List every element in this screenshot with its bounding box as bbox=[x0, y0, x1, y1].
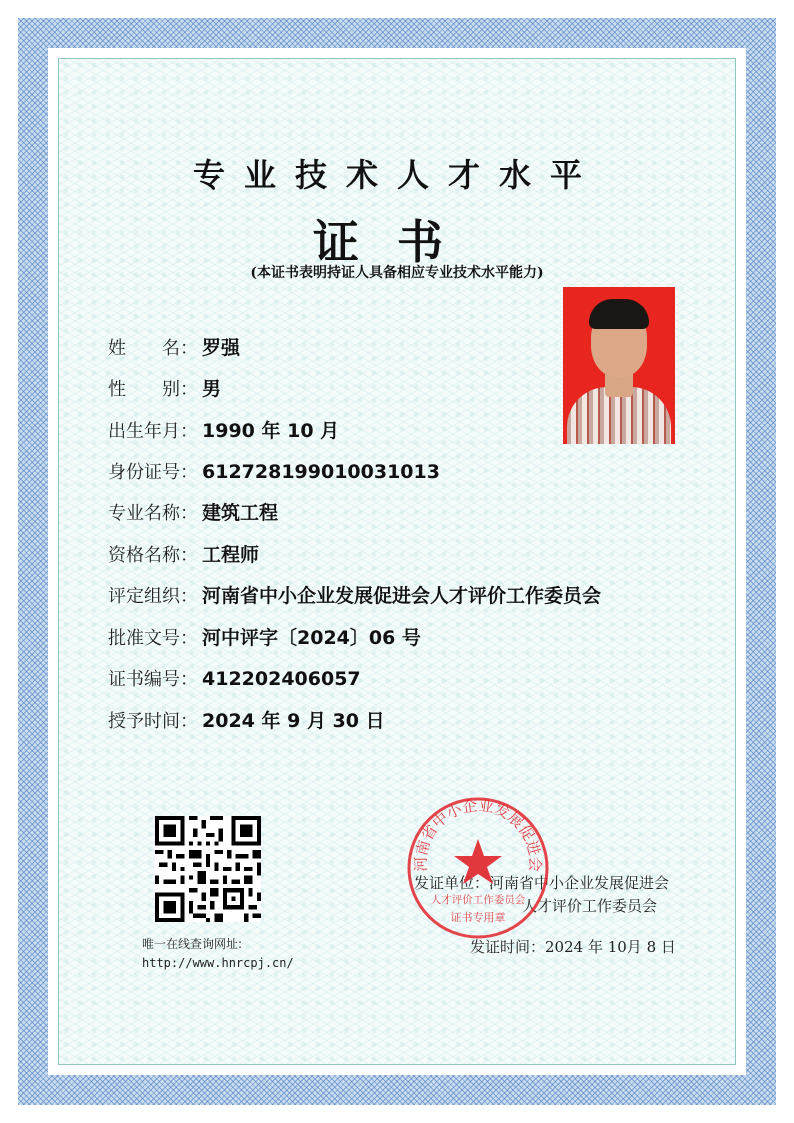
field-label: 性 别： bbox=[108, 379, 198, 400]
field-value: 612728199010031013 bbox=[202, 461, 440, 483]
field-value: 河中评字〔2024〕06 号 bbox=[202, 627, 421, 649]
field-label: 授予时间： bbox=[108, 711, 198, 732]
field-label: 批准文号： bbox=[108, 628, 198, 649]
field-label: 评定组织： bbox=[108, 586, 198, 607]
seal-ring-text: 河南省中小企业发展促进会 bbox=[411, 796, 545, 872]
field-label: 姓 名： bbox=[108, 338, 198, 359]
issuer-line2: 人才评价工作委员会 bbox=[522, 897, 658, 915]
field-id-number bbox=[108, 457, 440, 487]
holder-photo bbox=[563, 287, 675, 444]
certificate-title-line2: 证书 bbox=[313, 215, 481, 269]
field-qualification bbox=[108, 540, 259, 570]
issue-date: 发证时间：2024 年 10月 8 日 bbox=[470, 938, 676, 956]
field-value: 工程师 bbox=[202, 544, 260, 566]
field-value: 1990 年 10 月 bbox=[202, 420, 340, 442]
certificate-title-line1: 专业技术人才水平 bbox=[192, 156, 601, 194]
field-certificate-number bbox=[108, 664, 361, 694]
field-label: 出生年月： bbox=[108, 421, 198, 442]
field-value: 罗强 bbox=[202, 337, 241, 359]
issuer-line1: 发证单位：河南省中小企业发展促进会 bbox=[414, 874, 670, 892]
seal-inner-line2: 证书专用章 bbox=[450, 911, 506, 924]
field-birth bbox=[108, 416, 339, 446]
official-seal bbox=[405, 795, 551, 941]
verify-url-link[interactable]: http://www.hnrcpj.cn/ bbox=[142, 956, 294, 970]
photo-hair bbox=[589, 299, 649, 329]
field-grant-date bbox=[108, 706, 385, 736]
field-approval-number bbox=[108, 623, 421, 653]
field-organization bbox=[108, 581, 601, 611]
field-value: 河南省中小企业发展促进会人才评价工作委员会 bbox=[202, 585, 602, 607]
qr-code[interactable] bbox=[155, 816, 261, 922]
field-label: 身份证号： bbox=[108, 462, 198, 483]
certificate-subtitle: (本证书表明持证人具备相应专业技术水平能力) bbox=[250, 265, 544, 281]
field-name bbox=[108, 333, 240, 363]
field-label: 资格名称： bbox=[108, 545, 198, 566]
field-label: 专业名称： bbox=[108, 503, 198, 524]
seal-inner-line1: 人才评价工作委员会 bbox=[430, 894, 526, 906]
field-specialty bbox=[108, 498, 278, 528]
verify-caption: 唯一在线查询网址: bbox=[142, 937, 243, 951]
field-value: 412202406057 bbox=[202, 668, 361, 690]
field-label: 证书编号： bbox=[108, 669, 198, 690]
field-gender bbox=[108, 374, 221, 404]
field-value: 男 bbox=[202, 378, 222, 400]
seal-star-icon bbox=[454, 839, 502, 884]
field-value: 2024 年 9 月 30 日 bbox=[202, 710, 385, 732]
field-value: 建筑工程 bbox=[202, 502, 279, 524]
